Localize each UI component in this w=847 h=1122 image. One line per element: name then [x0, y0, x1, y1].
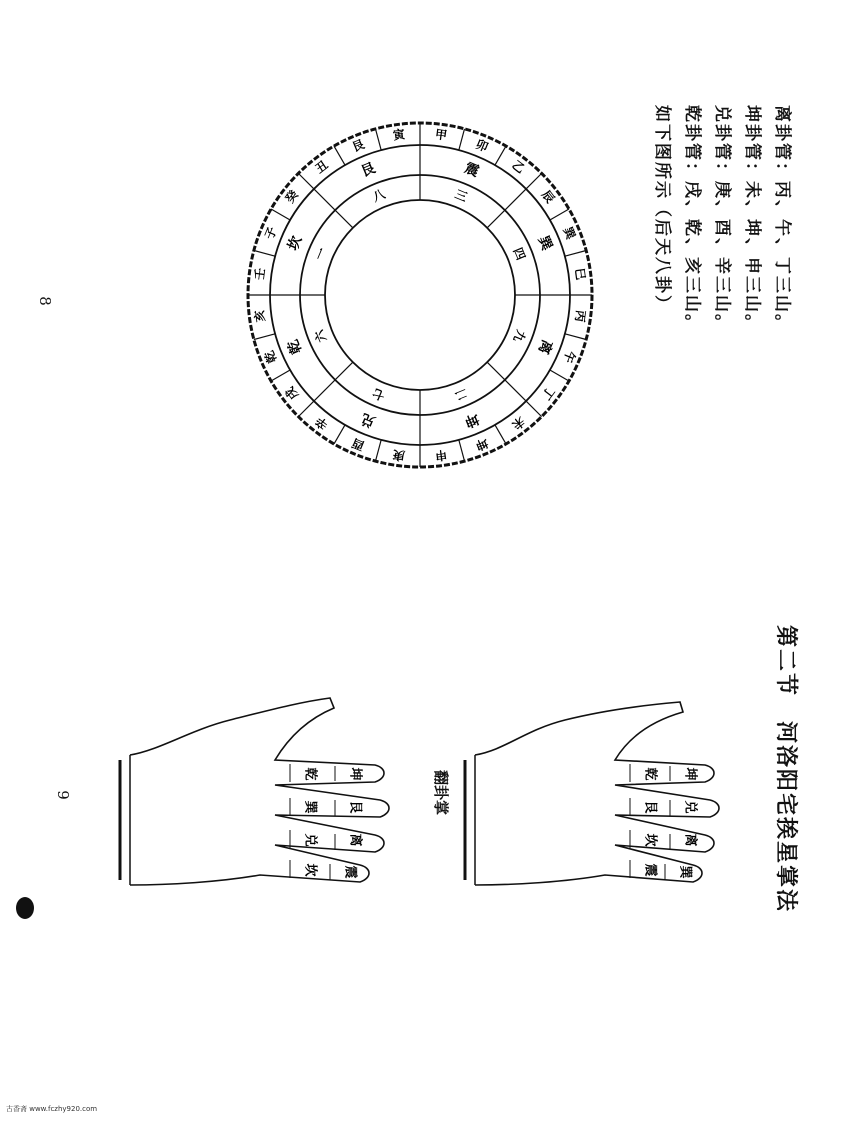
- number-label: 九: [510, 327, 529, 345]
- mountain-label: 卯: [473, 137, 491, 155]
- mountain-label: 巳: [572, 267, 588, 281]
- mountain-label: 乙: [509, 157, 528, 177]
- mountain-label: 乾: [262, 348, 280, 366]
- trigram-label: 兑: [358, 409, 378, 430]
- number-divider: [487, 210, 505, 228]
- mountain-divider: [565, 250, 586, 256]
- finger-trigram-label: 乾: [302, 767, 318, 781]
- compass-ring: [325, 200, 515, 390]
- mountain-label: 未: [509, 413, 528, 433]
- number-divider: [487, 362, 505, 380]
- figure-caption: 如下图所示（后天八卦）: [652, 105, 672, 314]
- trigram-label: 震: [462, 160, 482, 181]
- number-divider: [335, 210, 353, 228]
- mountain-divider: [375, 129, 381, 150]
- mountain-label: 辛: [312, 413, 331, 433]
- mountain-divider: [298, 401, 314, 417]
- left-hand-illustration: [110, 690, 400, 890]
- trigram-line-qian: 乾卦管：戌、乾、亥三山。: [682, 105, 702, 333]
- mountain-label: 艮: [349, 137, 367, 155]
- mountain-label: 甲: [434, 127, 448, 143]
- finger-trigram-label: 巽: [677, 865, 693, 879]
- mountain-divider: [254, 334, 275, 340]
- finger-trigram-label: 离: [347, 833, 363, 847]
- mountain-divider: [495, 146, 506, 165]
- number-label: 二: [452, 385, 470, 404]
- finger-trigram-label: 震: [642, 863, 658, 877]
- finger-trigram-label: 乾: [642, 767, 658, 781]
- mountain-label: 酉: [349, 435, 367, 453]
- finger-trigram-label: 兑: [682, 800, 698, 814]
- finger-trigram-label: 坎: [642, 833, 658, 847]
- mountain-divider: [550, 370, 569, 381]
- mountain-label: 子: [262, 224, 280, 242]
- mountain-label: 辰: [538, 187, 558, 206]
- number-label: 一: [311, 245, 330, 263]
- mountain-divider: [375, 440, 381, 461]
- trigram-line-kun: 坤卦管：未、坤、申三山。: [742, 105, 762, 333]
- section-title: 第二节 河洛阳宅挨星掌法: [773, 625, 798, 914]
- right-hand-illustration: [455, 690, 725, 890]
- finger-trigram-label: 艮: [642, 800, 658, 814]
- number-label: 八: [370, 186, 388, 205]
- mountain-label: 壬: [252, 267, 268, 281]
- mountain-divider: [271, 370, 290, 381]
- mountain-label: 坤: [473, 435, 491, 453]
- trigram-label: 离: [534, 337, 555, 357]
- mountain-divider: [334, 425, 345, 444]
- trigram-divider: [505, 189, 526, 210]
- mountain-divider: [254, 250, 275, 256]
- number-divider: [335, 362, 353, 380]
- finger-trigram-label: 坤: [682, 767, 698, 781]
- footer-watermark: 古香斋 www.fczhy920.com: [6, 1105, 98, 1113]
- mountain-label: 巽: [560, 224, 578, 242]
- trigram-label: 巽: [534, 233, 555, 253]
- mountain-label: 庚: [392, 447, 406, 463]
- mountain-label: 寅: [392, 127, 406, 143]
- flip-palm-caption: 翻卦掌: [432, 770, 450, 816]
- number-label: 三: [452, 186, 470, 205]
- mountain-label: 亥: [252, 309, 268, 323]
- mountain-divider: [495, 425, 506, 444]
- mountain-label: 戌: [282, 384, 302, 403]
- finger-trigram-label: 坤: [347, 767, 363, 781]
- mountain-divider: [271, 209, 290, 220]
- bagua-compass-diagram: [240, 115, 600, 475]
- mountain-label: 申: [434, 447, 448, 463]
- trigram-line-li: 离卦管：丙、午、丁三山。: [772, 105, 792, 333]
- mountain-divider: [298, 173, 314, 189]
- trigram-label: 乾: [285, 337, 306, 357]
- finger-trigram-label: 离: [682, 833, 698, 847]
- mountain-label: 癸: [282, 187, 302, 206]
- trigram-divider: [505, 380, 526, 401]
- mountain-label: 丙: [572, 309, 588, 323]
- page-number-left: 8: [35, 296, 54, 306]
- ink-blot: [16, 897, 34, 919]
- trigram-divider: [314, 380, 335, 401]
- trigram-list: [637, 95, 797, 395]
- mountain-label: 丑: [312, 157, 331, 177]
- mountain-label: 丁: [538, 384, 558, 403]
- finger-trigram-label: 巽: [302, 800, 318, 814]
- number-label: 四: [510, 245, 529, 263]
- mountain-divider: [459, 129, 465, 150]
- page-number-right: 9: [53, 790, 72, 800]
- mountain-divider: [334, 146, 345, 165]
- number-label: 七: [370, 385, 388, 404]
- trigram-label: 艮: [358, 160, 378, 181]
- mountain-divider: [526, 401, 542, 417]
- mountain-divider: [526, 173, 542, 189]
- trigram-label: 坎: [285, 233, 306, 253]
- finger-trigram-label: 震: [342, 865, 358, 879]
- finger-trigram-label: 坎: [302, 863, 318, 877]
- trigram-divider: [314, 189, 335, 210]
- trigram-label: 坤: [462, 409, 482, 430]
- mountain-divider: [565, 334, 586, 340]
- number-label: 六: [311, 327, 330, 345]
- finger-trigram-label: 兑: [302, 833, 318, 847]
- mountain-divider: [459, 440, 465, 461]
- finger-trigram-label: 艮: [347, 800, 363, 814]
- mountain-divider: [550, 209, 569, 220]
- mountain-label: 午: [560, 348, 578, 366]
- trigram-line-dui: 兑卦管：庚、酉、辛三山。: [712, 105, 732, 333]
